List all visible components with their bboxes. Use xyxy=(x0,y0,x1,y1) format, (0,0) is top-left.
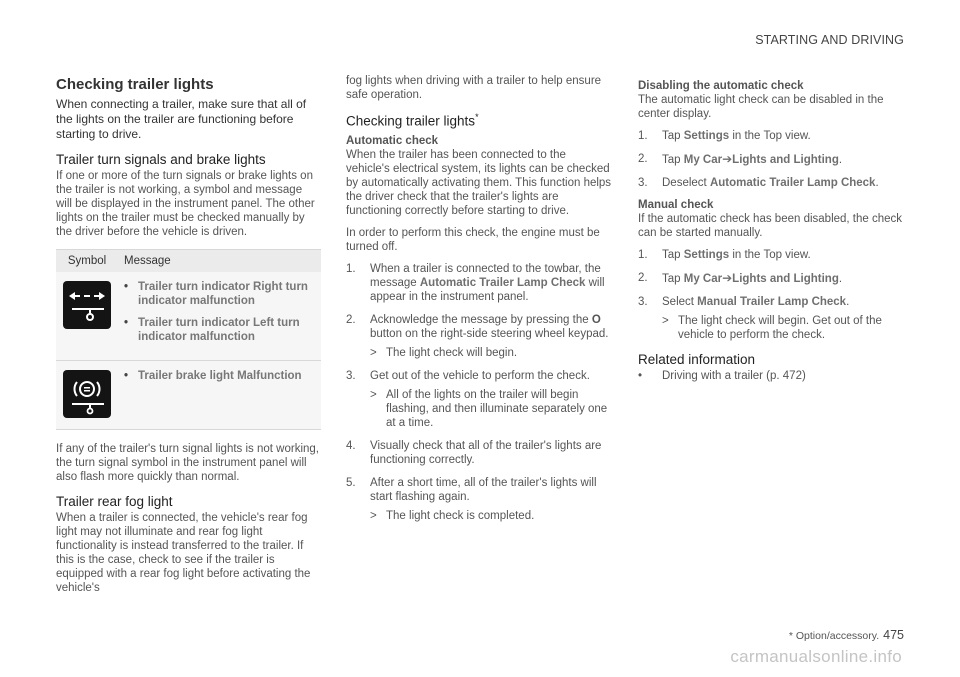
checking-heading: Checking trailer lights* xyxy=(346,112,479,129)
list-item: 2. Tap My Car➔Lights and Lighting. xyxy=(638,271,843,285)
disable-heading: Disabling the automatic check xyxy=(638,80,804,92)
after-table-text: If any of the trailer's turn signal lights is not working, the turn signal symbol in the instrument panel will also flash more quickly than normal. xyxy=(56,443,319,483)
trailer-brake-light-icon xyxy=(63,370,111,418)
message-turn-right: Trailer turn indicator Right turn indicator malfunction xyxy=(138,281,308,307)
related-info-heading: Related information xyxy=(638,352,756,367)
column-3 xyxy=(638,74,904,383)
engine-off-text: In order to perform this check, the engine must be turned off. xyxy=(346,226,600,253)
table-row: • Trailer brake light Malfunction xyxy=(56,361,321,430)
automatic-check-heading: Automatic check xyxy=(346,134,439,147)
list-item: 4. Visually check that all of the trailer's lights are functioning correctly. xyxy=(346,439,602,466)
page-number: 475 xyxy=(883,628,904,642)
list-item: 5. After a short time, all of the trailer's lights will start flashing again. > The light check is completed. xyxy=(346,476,597,522)
list-item: 1. When a trailer is connected to the towbar, the message Automatic Trailer Lamp Check will appear in the instrument panel. xyxy=(346,262,605,303)
list-item: 2. Acknowledge the message by pressing the O button on the right-side steering wheel keypad. > The light check will begin. xyxy=(346,313,609,359)
auto-check-steps xyxy=(346,262,612,523)
column-2 xyxy=(346,74,612,532)
fog-light-text: When a trailer is connected, the vehicle's rear fog light may not illuminate and rear fog light functionality is instead transferred to the trailer. If this is the case, check to see if the trailer is equipped with a rear fog light before activating the vehicle's xyxy=(56,512,311,594)
fog-light-heading: Trailer rear fog light xyxy=(56,494,173,509)
page-title: Checking trailer lights xyxy=(56,76,214,93)
manual-check-text: If the automatic check has been disabled, the check can be started manually. xyxy=(638,213,903,239)
disable-text: The automatic light check can be disabled in the center display. xyxy=(638,94,884,120)
manual-check-heading: Manual check xyxy=(638,199,714,211)
list-item: 3. Select Manual Trailer Lamp Check. > The light check will begin. Get out of the vehicle to perform the check. xyxy=(638,296,882,341)
trailer-turn-indicator-icon xyxy=(63,281,111,329)
list-item: 3. Deselect Automatic Trailer Lamp Check. xyxy=(638,177,879,189)
list-item: 2. Tap My Car➔Lights and Lighting. xyxy=(638,152,843,166)
table-header-symbol: Symbol xyxy=(56,250,118,273)
list-item: 1. Tap Settings in the Top view. xyxy=(638,130,811,142)
turn-signals-heading: Trailer turn signals and brake lights xyxy=(56,152,266,167)
disable-steps xyxy=(638,129,904,190)
watermark: carmanualsonline.info xyxy=(730,647,902,666)
message-brake-light: Trailer brake light Malfunction xyxy=(138,370,302,382)
column-1 xyxy=(56,74,321,603)
automatic-check-text: When the trailer has been connected to the vehicle's electrical system, its lights can be checked by automatically activating them. This function helps the driver check that the trailer's lights are functioning correctly before starting to drive. xyxy=(346,148,612,217)
fog-continued-text: fog lights when driving with a trailer to help ensure safe operation. xyxy=(346,75,602,101)
option-marker: * xyxy=(475,112,479,122)
section-header: STARTING AND DRIVING xyxy=(755,33,904,47)
turn-signals-text: If one or more of the turn signals or brake lights on the trailer is not working, a symbol and message will be displayed in the instrument panel. The other lights on the trailer must be checked manually by the driver before the vehicle is driven. xyxy=(56,170,315,238)
arrow-right-icon: ➔ xyxy=(722,271,733,285)
list-item: 3. Get out of the vehicle to perform the check. > All of the lights on the trailer will begin flashing, and then illuminate separately one at a time. xyxy=(346,369,608,429)
manual-steps xyxy=(638,248,904,342)
table-header-message: Message xyxy=(118,250,321,273)
related-link[interactable]: • Driving with a trailer (p. 472) xyxy=(638,370,806,382)
symbol-message-table xyxy=(56,249,321,430)
list-item: 1. Tap Settings in the Top view. xyxy=(638,249,811,261)
intro-paragraph: When connecting a trailer, make sure that all of the lights on the trailer are functioning before starting to drive. xyxy=(56,97,307,141)
footnote: * Option/accessory. 475 xyxy=(788,628,904,642)
table-row: • Trailer turn indicator Right turn indicator malfunction • Trailer turn indicator Left turn indicator malfunction xyxy=(56,272,321,361)
message-turn-left: Trailer turn indicator Left turn indicator malfunction xyxy=(138,317,300,343)
arrow-right-icon: ➔ xyxy=(722,152,733,166)
